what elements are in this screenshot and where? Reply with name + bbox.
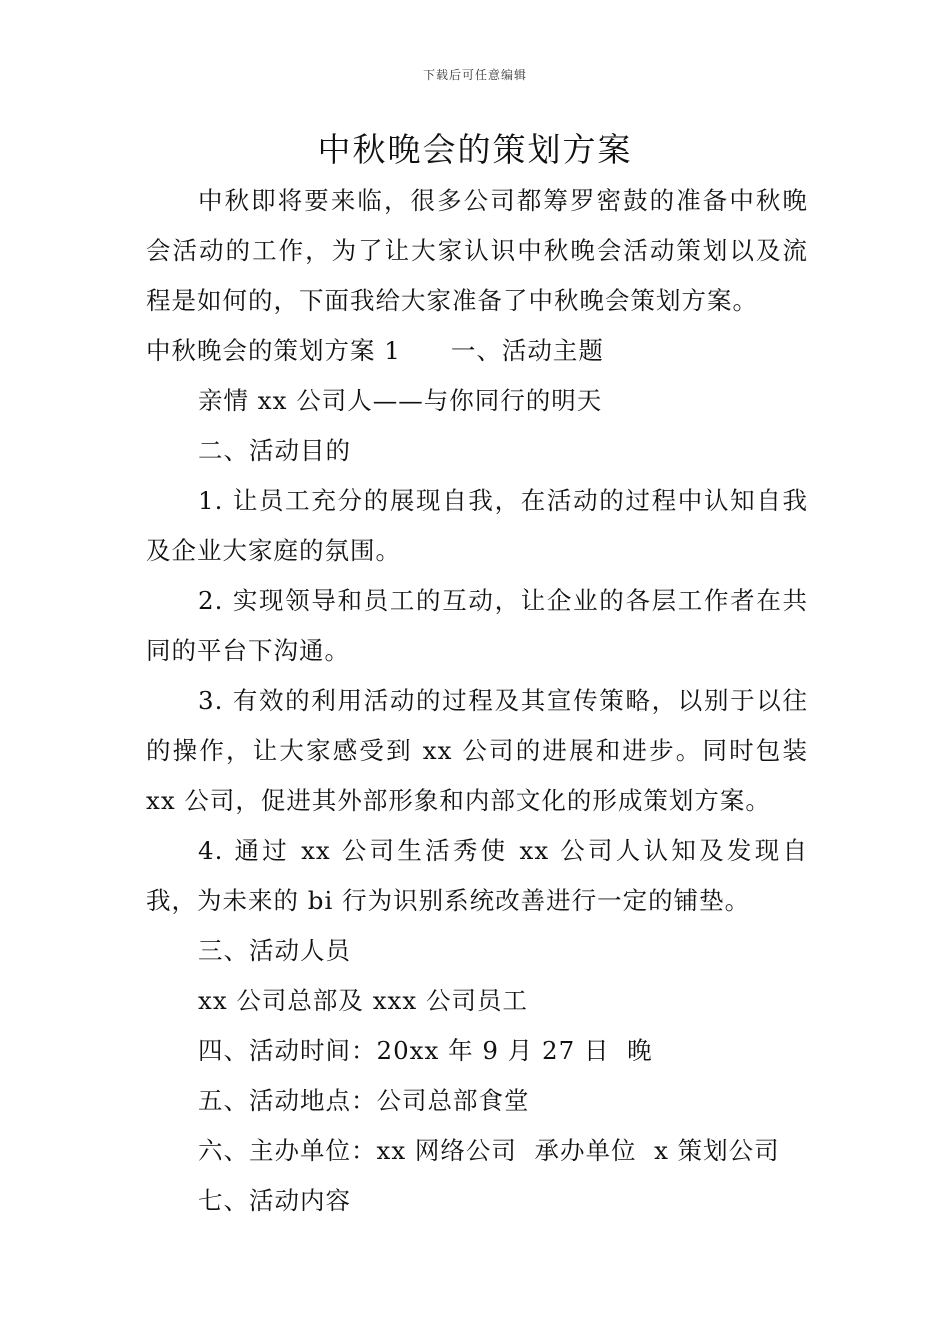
goal-item-4: 4. 通过 xx 公司生活秀使 xx 公司人认知及发现自我，为未来的 bi 行为识别系统改善进行一定的铺垫。 <box>146 836 808 915</box>
section-heading-row <box>146 326 808 376</box>
people-text: xx 公司总部及 xxx 公司员工 <box>198 986 528 1015</box>
goals-heading: 二、活动目的 <box>198 436 351 465</box>
organizer-line: 六、主办单位：xx 网络公司 承办单位 x 策划公司 <box>198 1136 780 1165</box>
goal-item-1: 1. 让员工充分的展现自我，在活动的过程中认知自我及企业大家庭的氛围。 <box>146 486 808 565</box>
intro-paragraph: 中秋即将要来临，很多公司都筹罗密鼓的准备中秋晚会活动的工作，为了让大家认识中秋晚会活动策划以及流程是如何的，下面我给大家准备了中秋晚会策划方案。 <box>146 186 808 315</box>
time-line: 四、活动时间：20xx 年 9 月 27 日 晚 <box>198 1036 653 1065</box>
place-line: 五、活动地点：公司总部食堂 <box>198 1086 530 1115</box>
goal-item-3: 3. 有效的利用活动的过程及其宣传策略，以别于以往的操作，让大家感受到 xx 公司的进展和进步。同时包装 xx 公司，促进其外部形象和内部文化的形成策划方案。 <box>146 686 808 815</box>
document-body <box>146 176 808 1226</box>
content-heading: 七、活动内容 <box>198 1186 351 1215</box>
theme-heading: 一、活动主题 <box>450 336 604 365</box>
goal-item-2: 2. 实现领导和员工的互动，让企业的各层工作者在共同的平台下沟通。 <box>146 586 808 665</box>
people-heading: 三、活动人员 <box>198 936 351 965</box>
plan-heading: 中秋晚会的策划方案 1 <box>146 336 401 365</box>
header-note: 下载后可任意编辑 <box>422 68 527 82</box>
page-title: 中秋晚会的策划方案 <box>317 130 633 169</box>
theme-text: 亲情 xx 公司人——与你同行的明天 <box>198 386 603 415</box>
